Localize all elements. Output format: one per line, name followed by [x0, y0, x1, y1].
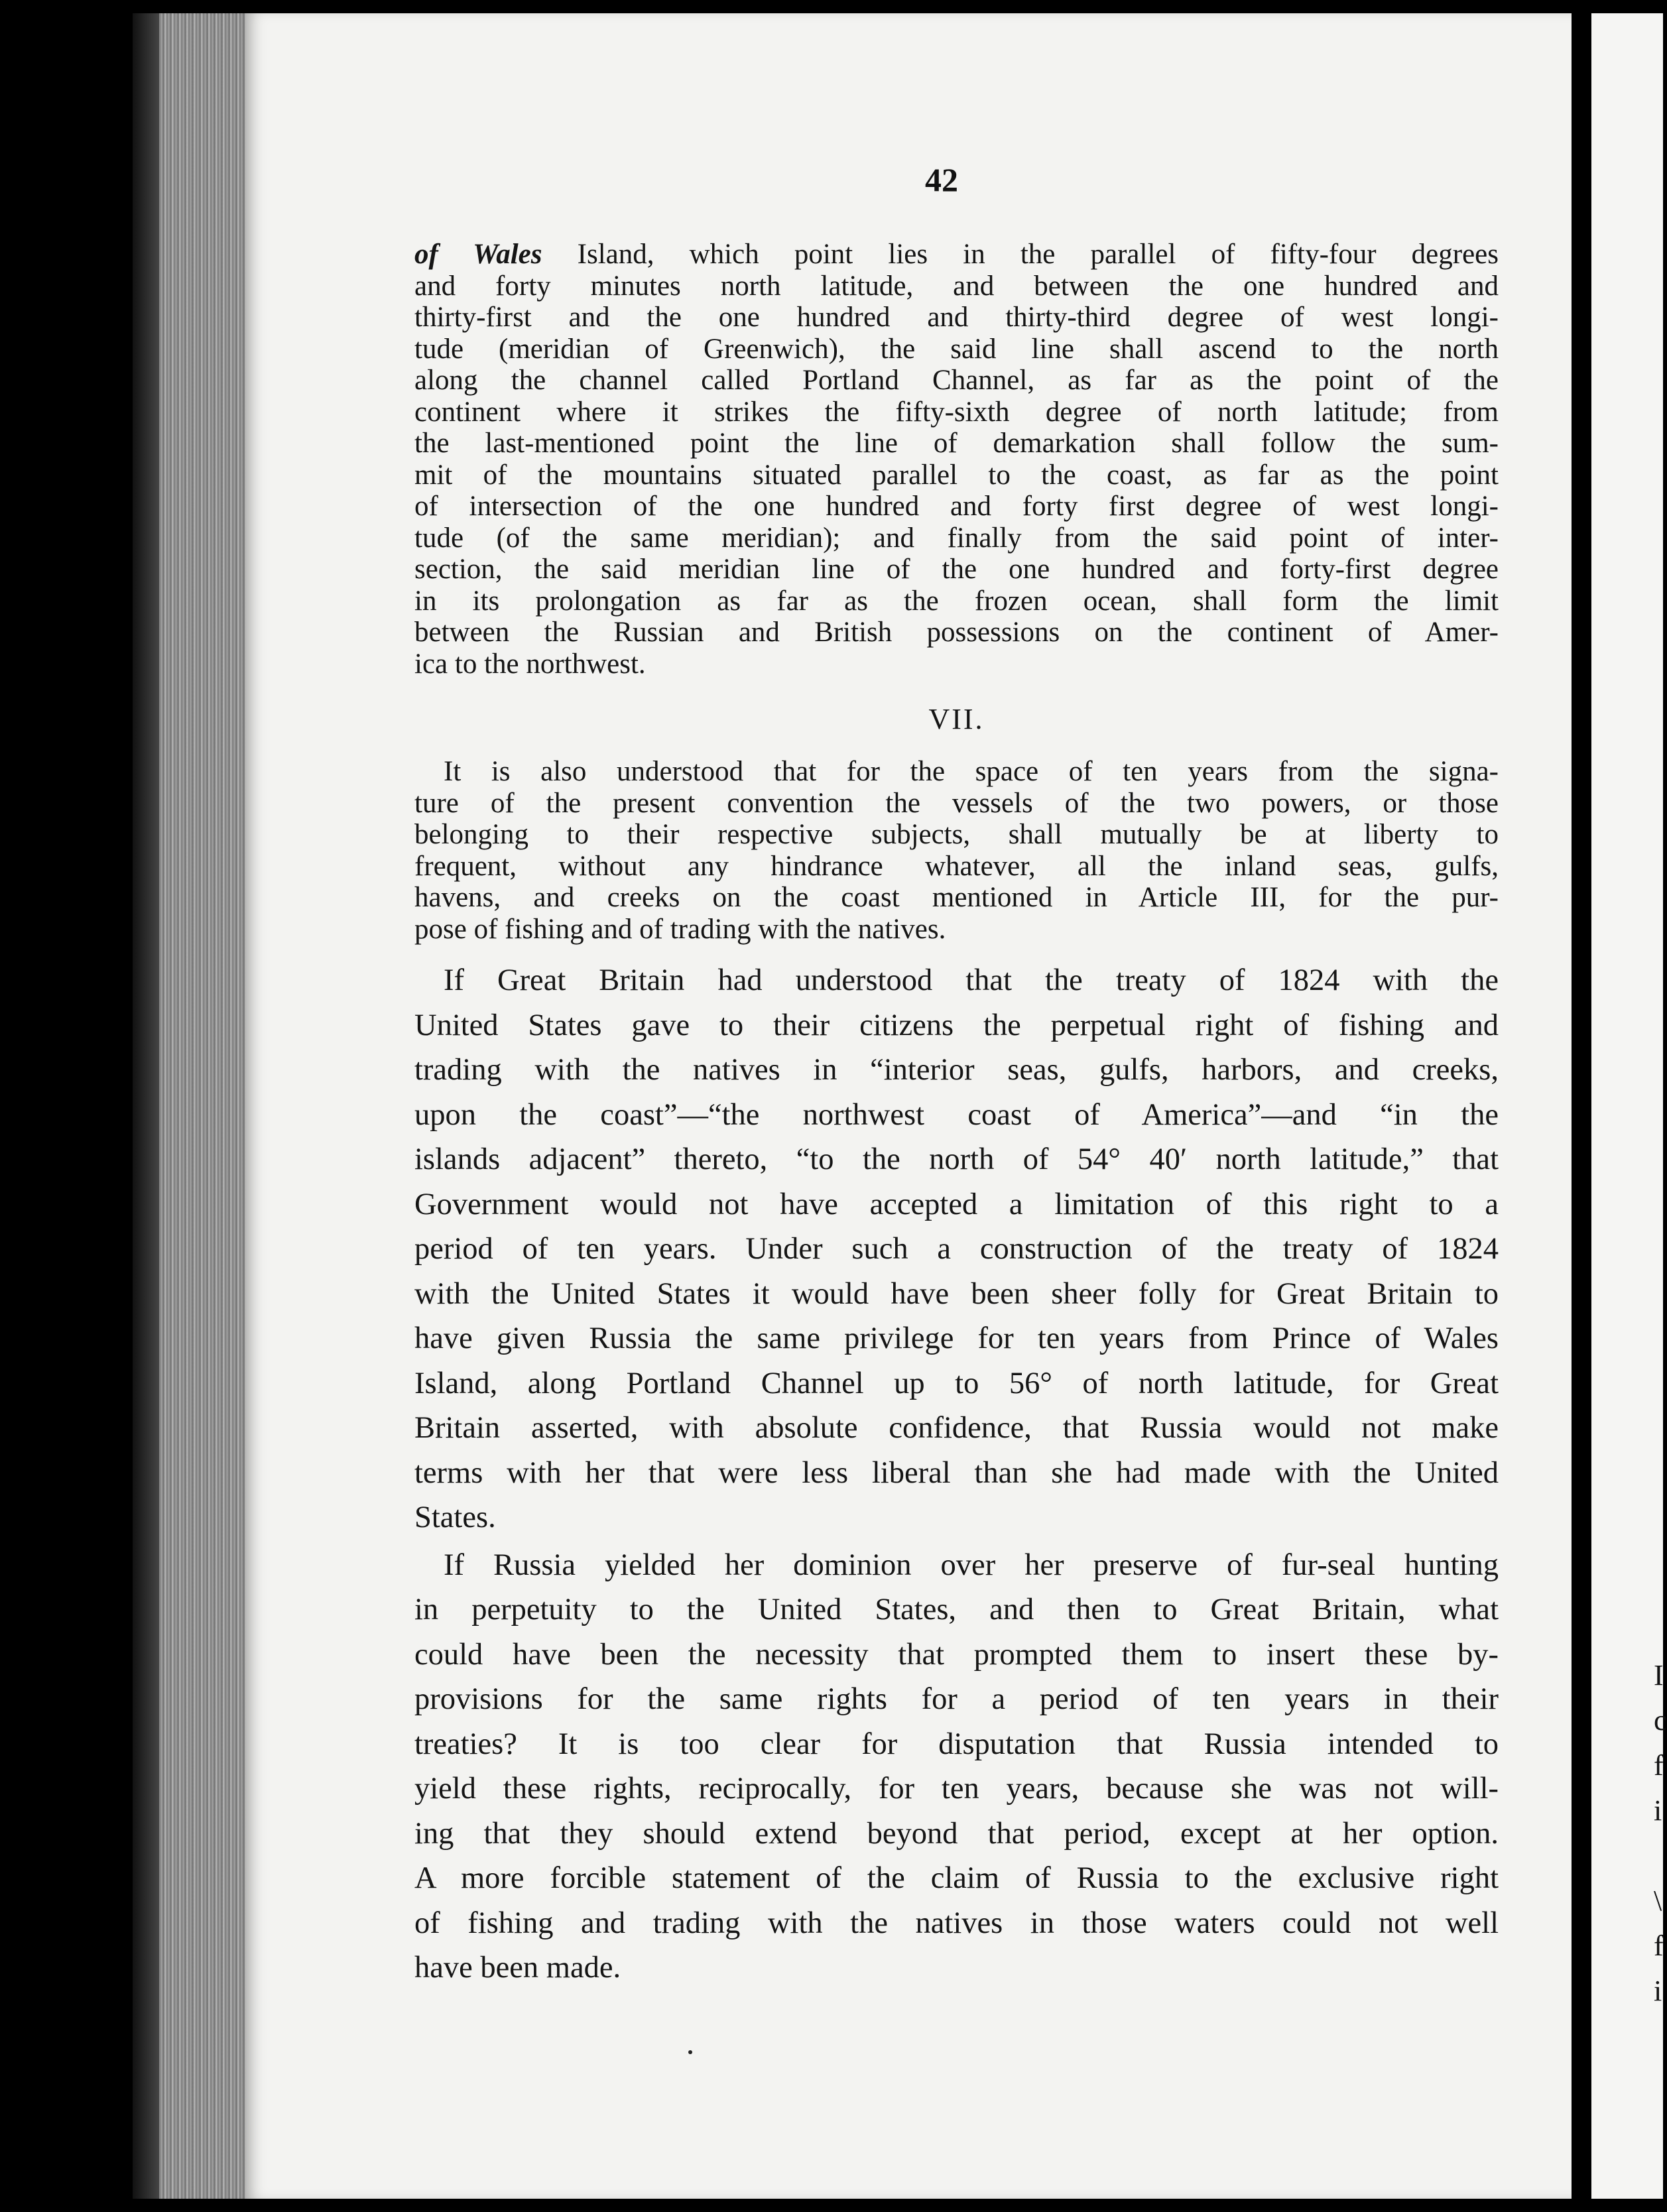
- facing-page-char: c: [1654, 1704, 1667, 1737]
- text-line: treaties? It is too clear for disputation that Russia intended to: [414, 1727, 1499, 1761]
- text-line: yield these rights, reciprocally, for ten years, because she was not will-: [414, 1772, 1499, 1806]
- text-line: of intersection of the one hundred and forty first degree of west longi-: [414, 491, 1499, 522]
- page-text-block: [414, 239, 1499, 1991]
- article-vii-paragraph: [414, 756, 1499, 945]
- text-line: It is also understood that for the space of ten years from the signa-: [444, 756, 1499, 787]
- text-line: in perpetuity to the United States, and then to Great Britain, what: [414, 1593, 1499, 1627]
- facing-page-char: I: [1654, 1659, 1664, 1691]
- text-line: period of ten years. Under such a construction of the treaty of 1824: [414, 1232, 1499, 1266]
- text-line: ture of the present convention the vessels of the two powers, or those: [414, 787, 1499, 819]
- book-page: [245, 13, 1572, 2199]
- text-line: United States gave to their citizens the perpetual right of fishing and: [414, 1008, 1499, 1042]
- facing-page-char: i: [1654, 1794, 1662, 1827]
- text-line: havens, and creeks on the coast mentioned in Article III, for the pur-: [414, 882, 1499, 913]
- text-line: tude (meridian of Greenwich), the said line shall ascend to the north: [414, 333, 1499, 365]
- text-line: along the channel called Portland Channel, as far as the point of the: [414, 365, 1499, 396]
- text-line: pose of fishing and of trading with the natives.: [414, 913, 946, 945]
- text-line: ica to the northwest.: [414, 648, 646, 680]
- text-line: and forty minutes north latitude, and between the one hundred and: [414, 270, 1499, 302]
- text-line: Government would not have accepted a limitation of this right to a: [414, 1187, 1499, 1221]
- text-line: belonging to their respective subjects, shall mutually be at liberty to: [414, 819, 1499, 850]
- text-line: in its prolongation as far as the frozen ocean, shall form the limit: [414, 585, 1499, 617]
- text-line-rest: Island, which point lies in the parallel of fifty-four degrees: [542, 239, 1499, 270]
- facing-page-char: i: [1654, 1975, 1662, 2007]
- page-number: 42: [925, 161, 958, 198]
- text-line: provisions for the same rights for a period of ten years in their: [414, 1682, 1499, 1716]
- text-line: section, the said meridian line of the one hundred and forty-first degree: [414, 554, 1499, 585]
- section-heading: VII.: [928, 703, 985, 735]
- text-line: If Russia yielded her dominion over her preserve of fur-seal hunting: [444, 1548, 1499, 1582]
- text-line: If Great Britain had understood that the treaty of 1824 with the: [444, 963, 1499, 997]
- text-line: [414, 239, 1499, 271]
- text-line: between the Russian and British possessions on the continent of Amer-: [414, 617, 1499, 648]
- text-line: with the United States it would have been sheer folly for Great Britain to: [414, 1276, 1499, 1311]
- text-line: trading with the natives in “interior seas, gulfs, harbors, and creeks,: [414, 1053, 1499, 1087]
- facing-page-sliver: [1591, 13, 1667, 2199]
- facing-page-char: f: [1654, 1749, 1664, 1782]
- text-line: continent where it strikes the fifty-sixth degree of north latitude; from: [414, 396, 1499, 428]
- text-line: States.: [414, 1501, 496, 1534]
- text-line: tude (of the same meridian); and finally from the said point of inter-: [414, 522, 1499, 554]
- text-line: mit of the mountains situated parallel to the coast, as far as the point: [414, 459, 1499, 491]
- russia-paragraph: [414, 1543, 1499, 1991]
- text-line: A more forcible statement of the claim of Russia to the exclusive right: [414, 1861, 1499, 1895]
- text-line: the last-mentioned point the line of demarkation shall follow the sum-: [414, 428, 1499, 459]
- text-line: Britain asserted, with absolute confidence, that Russia would not make: [414, 1411, 1499, 1445]
- italic-lead-text: of Wales: [414, 239, 542, 270]
- text-line: Island, along Portland Channel up to 56° of north latitude, for Great: [414, 1366, 1499, 1400]
- great-britain-paragraph: [414, 958, 1499, 1540]
- ink-speck: [688, 2050, 692, 2054]
- text-line: could have been the necessity that prompted them to insert these by-: [414, 1637, 1499, 1672]
- book-spine-shadow: [133, 13, 159, 2199]
- text-line: upon the coast”—“the northwest coast of America”—and “in the: [414, 1097, 1499, 1132]
- text-line: have given Russia the same privilege for ten years from Prince of Wales: [414, 1321, 1499, 1355]
- text-line: islands adjacent” thereto, “to the north of 54° 40′ north latitude,” that: [414, 1142, 1499, 1176]
- text-line: ing that they should extend beyond that period, except at her option.: [414, 1816, 1499, 1851]
- text-line: frequent, without any hindrance whatever, all the inland seas, gulfs,: [414, 850, 1499, 882]
- text-line: have been made.: [414, 1951, 621, 1985]
- text-line: of fishing and trading with the natives in those waters could not well: [414, 1906, 1499, 1940]
- facing-page-char: \: [1654, 1884, 1662, 1917]
- facing-page-char: f: [1654, 1930, 1664, 1962]
- text-line: thirty-first and the one hundred and thirty-third degree of west longi-: [414, 302, 1499, 333]
- continuation-paragraph: [414, 239, 1499, 680]
- text-line: terms with her that were less liberal than she had made with the United: [414, 1455, 1499, 1490]
